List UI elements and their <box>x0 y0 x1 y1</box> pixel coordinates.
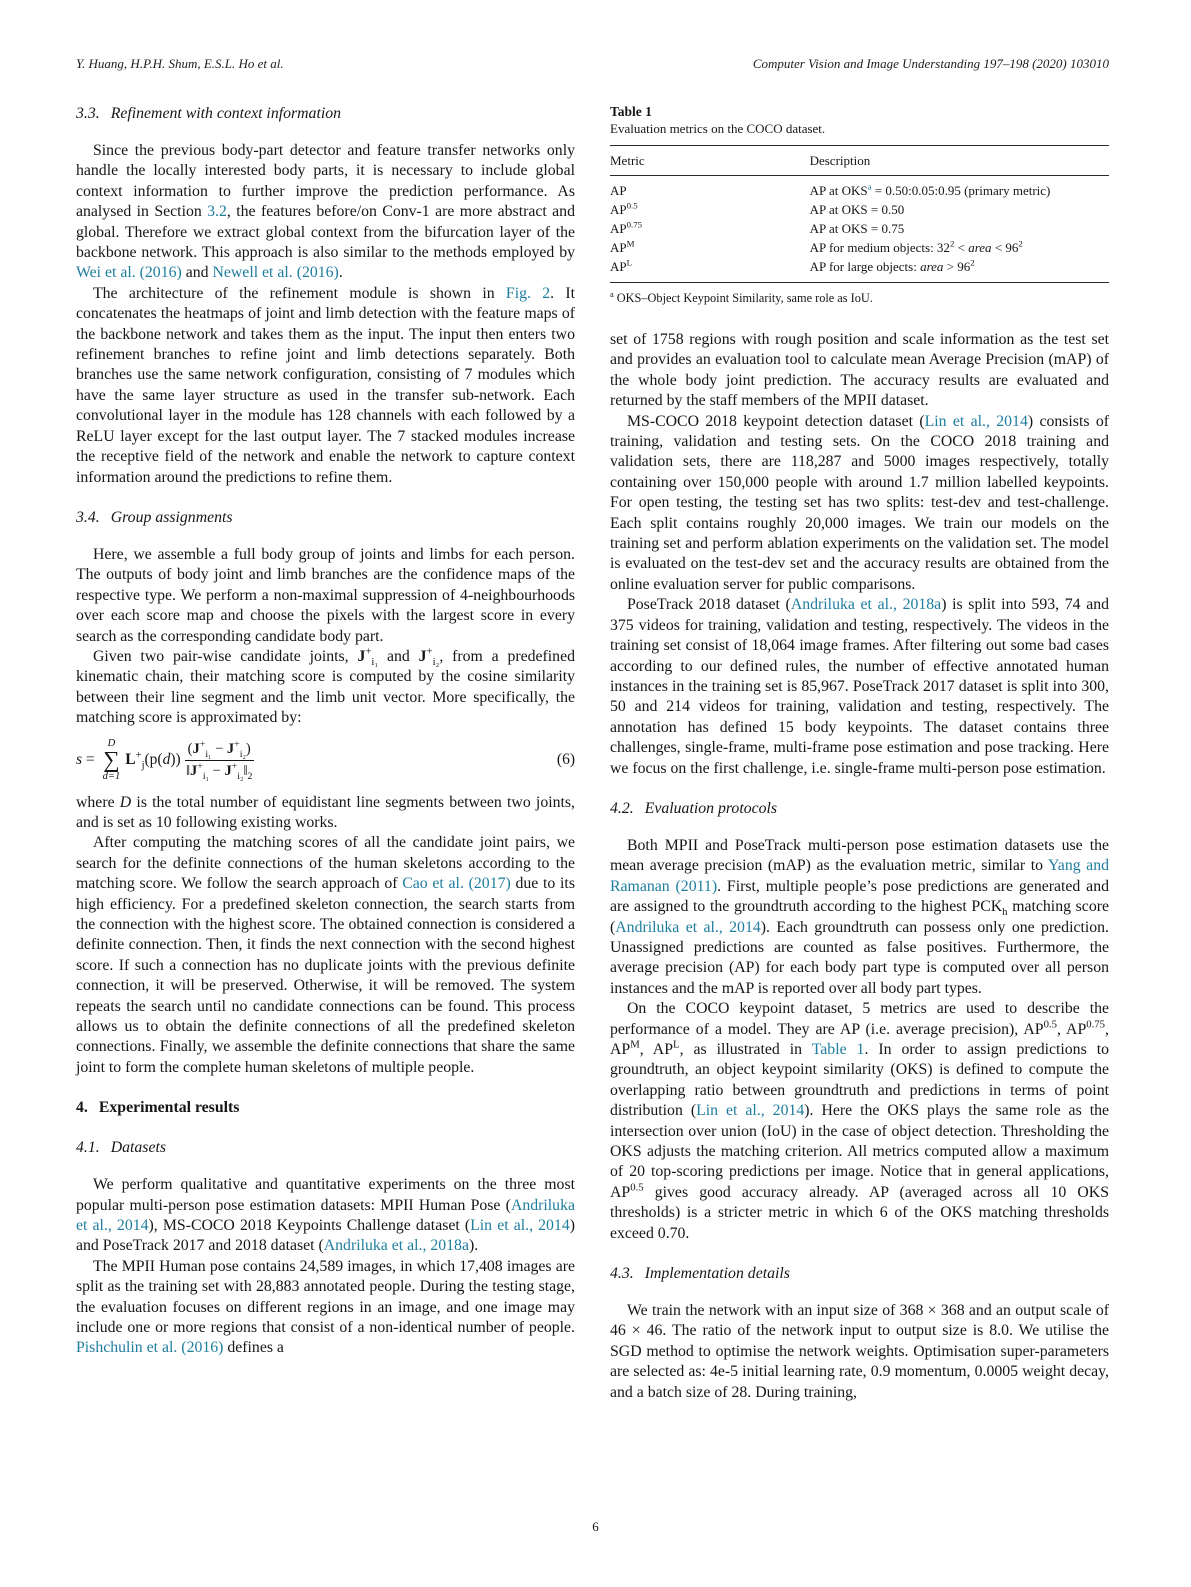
section-number: 3.3. <box>76 105 100 122</box>
equation-number: (6) <box>556 751 575 769</box>
section-title: Evaluation protocols <box>644 799 778 817</box>
section-title: Group assignments <box>110 508 233 526</box>
equation-lhs: s = <box>76 751 95 769</box>
description-cell: AP for large objects: area > $96^2$ <box>809 257 975 274</box>
section-heading <box>610 1263 1109 1284</box>
section-number: 4.1. <box>76 1139 100 1157</box>
description-cell: AP for medium objects: $32^2$ < area < $96^2$ <box>809 238 1023 255</box>
table-row <box>610 176 1109 201</box>
metric-cell: AP <box>610 183 627 198</box>
table-row <box>610 200 1109 219</box>
summation-symbol: D ∑ d=1 <box>102 737 121 782</box>
equation-body <box>76 738 254 783</box>
description-cell: AP at OKS = 0.75 <box>809 221 905 236</box>
section-heading <box>610 798 1109 819</box>
citation-link[interactable]: Lin et al., 2014 <box>470 1217 570 1234</box>
paragraph: PoseTrack 2018 dataset (Andriluka et al., 2018a) is split into 593, 74 and 375 videos for training, validation and testing, respectively. The videos in the training set consist of 18,064 image frames. After filtering out some bad cases according to our defined rules, the number of effective annotated human instances in the training set is 85,967. PoseTrack 2017 dataset is split into 300, 50 and 214 videos for training, validation and testing, respectively. The annotation has defined 15 body keypoints. The dataset contains three challenges, single-frame, multi-frame pose estimation and pose tracking. Here we focus on the first challenge, i.e. single-frame multi-person pose estimation. <box>610 596 1109 777</box>
paragraph: where D is the total number of equidistant line segments between two joints, and is set as 10 following existing works. <box>76 793 575 831</box>
description-cell: AP at OKS = 0.50 <box>809 202 905 217</box>
paragraph: Here, we assemble a full body group of joints and limbs for each person. The outputs of body joint and limb branches are the confidence maps of the respective type. We perform a non-maximal suppression of 4-neighbourhoods over each score map and choose the pixels with the largest score in every search as the corresponding candidate body part. <box>76 545 575 645</box>
table-caption-text: Evaluation metrics on the COCO dataset. <box>610 121 826 136</box>
paragraph: On the COCO keypoint dataset, 5 metrics are used to describe the performance of a model. They are AP (i.e. average precision), $AP^{0.5}$, $AP^{0.75}$, $AP^M$, $AP^L$, as illustrated in Table 1. In order to assign predictions to groundtruth, an object keypoint similarity (OKS) is defined to compute the overlapping ratio between groundtruth and predictions in terms of point distribution (Lin et al., 2014). Here the OKS plays the same role as the intersection over union (IoU) in the case of object detection. Thresholding the OKS adjusts the matching criterion. All metrics computed allow a maximum of 20 top-scoring predictions per image. Notice that in general applications, $AP^{0.5}$ gives good accuracy already. AP (averaged across all 10 OKS thresholds) is a stricter metric in which 6 of the OKS matching thresholds exceed 0.70. <box>610 1000 1109 1242</box>
paragraph: After computing the matching scores of all the candidate joint pairs, we search for the definite connections of the human skeletons according to the matching score. We follow the search approach of Cao et al. (2017) due to its high efficiency. For a predefined skeleton connection, the search starts from the connection with the highest score. The obtained connection is considered a definite connection. Then, it finds the next connection with the second highest score. If such a connection has no duplicate joints with the previous definite connection, it will be preserved. Otherwise, it will be removed. The system repeats the search until no candidate connections can be found. This process allows us to obtain the definite connections of all the predefined skeleton connections. Finally, we assemble the definite connections that share the same joint to form the complete human skeletons of multiple people. <box>76 834 575 1076</box>
table-row <box>610 238 1109 257</box>
citation-link[interactable]: Fig. 2 <box>505 284 551 302</box>
page-footer <box>0 1519 1191 1535</box>
section-title: Implementation details <box>644 1265 790 1283</box>
column-header: Metric <box>610 146 810 176</box>
section-title: Datasets <box>110 1139 166 1157</box>
citation-link[interactable]: Lin et al., 2014 <box>696 1102 805 1120</box>
description-cell: AP at $OKS^a$ = 0.50:0.05:0.95 (primary metric) <box>809 181 1051 198</box>
table-footnote: $^a$ OKS–Object Keypoint Similarity, same role as IoU. <box>610 289 873 305</box>
fraction <box>185 738 254 782</box>
section-title: Refinement with context information <box>110 105 342 122</box>
paragraph: Since the previous body-part detector and feature transfer networks only handle the locally interested body parts, it is necessary to include global context information to further improve the prediction performance. As analysed in Section 3.2, the features before/on Conv-1 are more abstract and global. Therefore we extract global context from the bifurcation layer of the backbone network. This approach is also similar to the methods employed by Wei et al. (2016) and Newell et al. (2016). <box>76 142 575 282</box>
section-number: 3.4. <box>76 508 100 526</box>
column-header: Description <box>810 146 1109 176</box>
paragraph: We train the network with an input size of 368 × 368 and an output scale of 46 × 46. The ratio of the network input to output size is 8.0. We utilise the SGD method to optimise the network weights. Optimisation super-parameters are selected as: 4e-5 initial learning rate, 0.9 momentum, 0.0005 weight decay, and a batch size of 28. During training, <box>610 1302 1109 1401</box>
table-row <box>610 219 1109 238</box>
paragraph: MS-COCO 2018 keypoint detection dataset (Lin et al., 2014) consists of training, validation and testing sets. On the COCO 2018 training and validation sets, there are 118,287 and 5000 images respectively, totally containing over 150,000 people with around 1.7 million labelled keypoints. For open testing, the testing set has two splits: test-dev and test-challenge. Each split contains roughly 20,000 images. We train our models on the training set and perform ablation experiments on the validation set. The model is evaluated on the test-dev set and the accuracy results are obtained from the online evaluation server for public comparisons. <box>610 412 1109 593</box>
citation-link[interactable]: Andriluka et al., 2018a <box>790 596 942 614</box>
section-heading <box>76 103 575 124</box>
paragraph: The MPII Human pose contains 24,589 images, in which 17,408 images are split as the training set with 28,883 annotated people. During the testing stage, the evaluation focuses on different regions in an image, and one image may include one or more regions that consist of a non-identical number of people. Pishchulin et al. (2016) defines a <box>76 1257 575 1357</box>
table-1 <box>610 103 1109 306</box>
citation-link[interactable]: Newell et al. (2016) <box>212 264 339 282</box>
citation-link[interactable]: Cao et al. (2017) <box>402 875 511 893</box>
fraction-denominator: $‖J^+_{i_1}$ − $J^+_{i_2}‖_2$ <box>185 760 253 782</box>
equation <box>76 738 575 783</box>
citation-link[interactable]: Wei et al. (2016) <box>76 264 182 282</box>
paragraph: set of 1758 regions with rough position and scale information as the test set and provides an evaluation tool to calculate mean Average Precision (mAP) of the whole body joint prediction. The accuracy results are evaluated and returned by the staff members of the MPII dataset. <box>610 331 1109 410</box>
table-caption <box>610 103 1109 137</box>
citation-link[interactable]: a <box>867 181 872 192</box>
citation-link[interactable]: Pishchulin et al. (2016) <box>76 1339 224 1357</box>
header-authors: Y. Huang, H.P.H. Shum, E.S.L. Ho et al. <box>76 56 284 71</box>
left-column <box>76 101 575 1403</box>
metric-cell: $AP^M$ <box>610 238 635 255</box>
section-heading <box>76 507 575 528</box>
citation-link[interactable]: Yang and Ramanan (2011) <box>610 857 1109 895</box>
section-heading <box>76 1097 575 1118</box>
section-title: Experimental results <box>98 1099 240 1117</box>
citation-link[interactable]: Table 1 <box>811 1041 865 1058</box>
paragraph: The architecture of the refinement module is shown in Fig. 2. It concatenates the heatmaps of joint and limb detection with the feature maps of the backbone network and takes them as the input. The input then enters two refinement branches to refine joint and limb detections separately. Both branches use the same network configuration, consisting of 7 modules which have the same layer structure as used in the transfer sub-network. Each convolutional layer in the module has 128 channels with each followed by a ReLU layer except for the last output layer. The 7 stacked modules increase the receptive field of the network and enable the network to capture context information around the predictions to refine them. <box>76 284 575 486</box>
citation-link[interactable]: Lin et al., 2014 <box>924 412 1028 430</box>
header-journal: Computer Vision and Image Understanding 197–198 (2020) 103010 <box>752 56 1109 71</box>
paragraph: Both MPII and PoseTrack multi-person pose estimation datasets use the mean average precision (mAP) as the evaluation metric, similar to Yang and Ramanan (2011). First, multiple people’s pose predictions are generated and are assigned to the groundtruth according to the highest $PCK_h$ matching score (Andriluka et al., 2014). Each groundtruth can possess only one prediction. Unassigned predictions are counted as false positives. Furthermore, the average precision (AP) for each body part type is computed over all person instances and the mAP is reported over all body part types. <box>610 836 1110 997</box>
metric-cell: $AP^L$ <box>610 257 633 274</box>
section-heading <box>76 1137 575 1158</box>
paragraph: We perform qualitative and quantitative experiments on the three most popular multi-person pose estimation datasets: MPII Human Pose (Andriluka et al., 2014), MS-COCO 2018 Keypoints Challenge dataset (Lin et al., 2014) and PoseTrack 2017 and 2018 dataset (Andriluka et al., 2018a). <box>76 1176 575 1255</box>
metric-cell: $AP^{0.5}$ <box>610 200 638 217</box>
two-column-body <box>76 101 1109 1403</box>
section-number: 4.2. <box>610 799 634 817</box>
paragraph: Given two pair-wise candidate joints, $J^+_{i_1}$ and $J^+_{i_2}$, from a predefined kinematic chain, their matching score is computed by the cosine similarity between their line segment and the limb unit vector. More specifically, the matching score is approximated by: <box>76 645 575 727</box>
citation-link[interactable]: Andriluka et al., 2014 <box>615 918 761 936</box>
table-row <box>610 257 1109 283</box>
metrics-table <box>610 145 1109 283</box>
table-title: Table 1 <box>610 104 652 119</box>
equation-term: $L^+_j(p(d))$ <box>125 749 181 772</box>
section-number: 4. <box>76 1099 88 1117</box>
page-number: 6 <box>592 1519 599 1534</box>
metric-cell: $AP^{0.75}$ <box>610 219 643 236</box>
section-number: 4.3. <box>610 1265 634 1283</box>
citation-link[interactable]: Andriluka et al., 2018a <box>323 1237 469 1255</box>
citation-link[interactable]: Andriluka et al., 2014 <box>76 1196 575 1234</box>
right-column <box>610 101 1109 1403</box>
citation-link[interactable]: 3.2 <box>207 203 227 221</box>
fraction-numerator: $(J^+_{i_1} - J^+_{i_2})$ <box>185 741 254 761</box>
page-header <box>76 56 1109 72</box>
